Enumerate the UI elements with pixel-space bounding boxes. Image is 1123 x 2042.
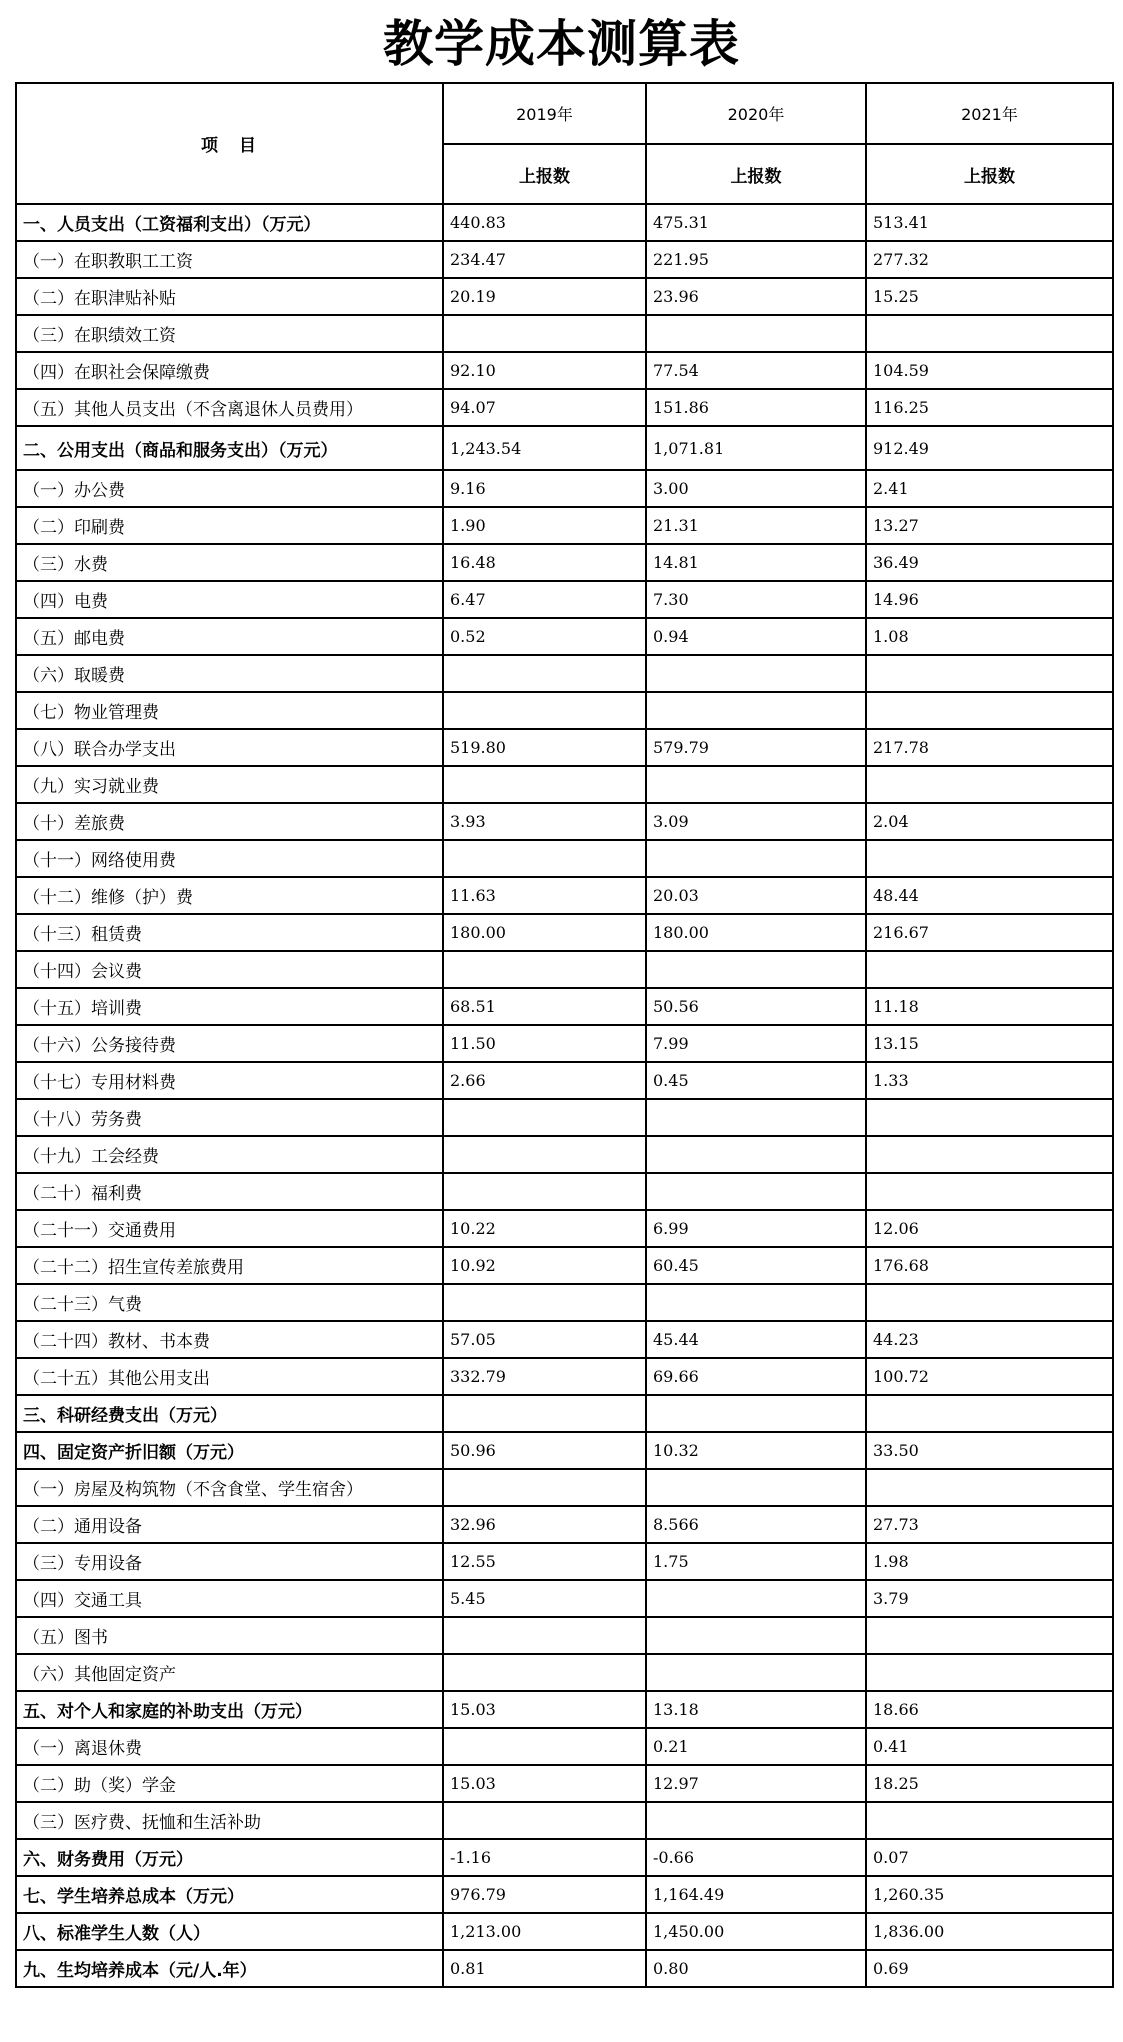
value-cell-2020: 77.54 — [646, 352, 866, 389]
table-row — [16, 618, 1113, 655]
value-cell-2021: 216.67 — [866, 914, 1113, 951]
section-row — [16, 1839, 1113, 1876]
value-cell-2019: 1,243.54 — [443, 426, 646, 470]
row-label: （二十三）气费 — [16, 1284, 443, 1321]
value-cell-2021: 18.25 — [866, 1765, 1113, 1802]
value-cell-2020: 13.18 — [646, 1691, 866, 1728]
table-row — [16, 1617, 1113, 1654]
value-cell-2020: 0.21 — [646, 1728, 866, 1765]
row-label: （三）专用设备 — [16, 1543, 443, 1580]
row-label: （十八）劳务费 — [16, 1099, 443, 1136]
row-label: （十二）维修（护）费 — [16, 877, 443, 914]
table-row — [16, 278, 1113, 315]
table-row — [16, 1358, 1113, 1395]
value-cell-2019: 92.10 — [443, 352, 646, 389]
row-label: （四）交通工具 — [16, 1580, 443, 1617]
value-cell-2021 — [866, 1395, 1113, 1432]
value-cell-2019 — [443, 1728, 646, 1765]
value-cell-2021: 13.15 — [866, 1025, 1113, 1062]
header-reported-2021: 上报数 — [866, 144, 1113, 204]
value-cell-2020 — [646, 1469, 866, 1506]
value-cell-2021 — [866, 1173, 1113, 1210]
row-label: （三）医疗费、抚恤和生活补助 — [16, 1802, 443, 1839]
value-cell-2020: 1,164.49 — [646, 1876, 866, 1913]
value-cell-2019: 1.90 — [443, 507, 646, 544]
table-row — [16, 803, 1113, 840]
table-row — [16, 1802, 1113, 1839]
value-cell-2020 — [646, 1617, 866, 1654]
value-cell-2021 — [866, 655, 1113, 692]
value-cell-2019: 57.05 — [443, 1321, 646, 1358]
row-label: 五、对个人和家庭的补助支出（万元） — [16, 1691, 443, 1728]
table-row — [16, 1173, 1113, 1210]
value-cell-2021: 13.27 — [866, 507, 1113, 544]
row-label: （十四）会议费 — [16, 951, 443, 988]
value-cell-2020: 579.79 — [646, 729, 866, 766]
value-cell-2020: 21.31 — [646, 507, 866, 544]
row-label: （二）在职津贴补贴 — [16, 278, 443, 315]
table-row — [16, 1062, 1113, 1099]
row-label: （一）离退休费 — [16, 1728, 443, 1765]
table-row — [16, 544, 1113, 581]
row-label: （十三）租赁费 — [16, 914, 443, 951]
value-cell-2020: 45.44 — [646, 1321, 866, 1358]
table-row — [16, 581, 1113, 618]
value-cell-2021 — [866, 315, 1113, 352]
table-row — [16, 1284, 1113, 1321]
header-year-2020: 2020年 — [646, 83, 866, 144]
value-cell-2019: 10.92 — [443, 1247, 646, 1284]
value-cell-2021: 11.18 — [866, 988, 1113, 1025]
value-cell-2020 — [646, 1284, 866, 1321]
row-label: 六、财务费用（万元） — [16, 1839, 443, 1876]
value-cell-2020 — [646, 1802, 866, 1839]
value-cell-2020 — [646, 1136, 866, 1173]
value-cell-2021: 33.50 — [866, 1432, 1113, 1469]
value-cell-2019 — [443, 315, 646, 352]
value-cell-2021: 15.25 — [866, 278, 1113, 315]
row-label: （二十）福利费 — [16, 1173, 443, 1210]
value-cell-2019: 50.96 — [443, 1432, 646, 1469]
value-cell-2019: 32.96 — [443, 1506, 646, 1543]
row-label: （二）印刷费 — [16, 507, 443, 544]
value-cell-2020: -0.66 — [646, 1839, 866, 1876]
value-cell-2020: 1,071.81 — [646, 426, 866, 470]
value-cell-2020: 3.09 — [646, 803, 866, 840]
value-cell-2019: 440.83 — [443, 204, 646, 241]
header-reported-2019: 上报数 — [443, 144, 646, 204]
table-row — [16, 951, 1113, 988]
value-cell-2020: 475.31 — [646, 204, 866, 241]
table-row — [16, 470, 1113, 507]
value-cell-2020 — [646, 766, 866, 803]
value-cell-2020 — [646, 315, 866, 352]
value-cell-2019 — [443, 1099, 646, 1136]
value-cell-2021: 0.69 — [866, 1950, 1113, 1987]
value-cell-2019: 20.19 — [443, 278, 646, 315]
value-cell-2021: 36.49 — [866, 544, 1113, 581]
value-cell-2021: 18.66 — [866, 1691, 1113, 1728]
value-cell-2019: 9.16 — [443, 470, 646, 507]
table-row — [16, 766, 1113, 803]
row-label: （二）通用设备 — [16, 1506, 443, 1543]
table-row — [16, 877, 1113, 914]
value-cell-2021: 513.41 — [866, 204, 1113, 241]
value-cell-2020 — [646, 840, 866, 877]
row-label: （二）助（奖）学金 — [16, 1765, 443, 1802]
value-cell-2021: 3.79 — [866, 1580, 1113, 1617]
table-row — [16, 1580, 1113, 1617]
row-label: （二十五）其他公用支出 — [16, 1358, 443, 1395]
value-cell-2020: 3.00 — [646, 470, 866, 507]
table-row — [16, 352, 1113, 389]
value-cell-2019 — [443, 766, 646, 803]
table-row — [16, 988, 1113, 1025]
value-cell-2019 — [443, 1173, 646, 1210]
row-label: （四）电费 — [16, 581, 443, 618]
row-label: （五）邮电费 — [16, 618, 443, 655]
value-cell-2019: 16.48 — [443, 544, 646, 581]
section-row — [16, 204, 1113, 241]
row-label: （十）差旅费 — [16, 803, 443, 840]
value-cell-2019: 15.03 — [443, 1765, 646, 1802]
value-cell-2021: 912.49 — [866, 426, 1113, 470]
row-label: 七、学生培养总成本（万元） — [16, 1876, 443, 1913]
header-year-2021: 2021年 — [866, 83, 1113, 144]
value-cell-2019 — [443, 692, 646, 729]
table-header — [16, 83, 1113, 204]
page-title: 教学成本测算表 — [383, 15, 740, 73]
table-row — [16, 1506, 1113, 1543]
table-row — [16, 1543, 1113, 1580]
row-label: （五）图书 — [16, 1617, 443, 1654]
table-row — [16, 1099, 1113, 1136]
row-label: （六）取暖费 — [16, 655, 443, 692]
value-cell-2021 — [866, 1617, 1113, 1654]
value-cell-2019: 11.50 — [443, 1025, 646, 1062]
value-cell-2020: 221.95 — [646, 241, 866, 278]
row-label: （十九）工会经费 — [16, 1136, 443, 1173]
value-cell-2020: 180.00 — [646, 914, 866, 951]
value-cell-2021 — [866, 840, 1113, 877]
value-cell-2020 — [646, 1580, 866, 1617]
value-cell-2021: 14.96 — [866, 581, 1113, 618]
value-cell-2020: 50.56 — [646, 988, 866, 1025]
table-row — [16, 1210, 1113, 1247]
value-cell-2019: 519.80 — [443, 729, 646, 766]
row-label: 四、固定资产折旧额（万元） — [16, 1432, 443, 1469]
row-label: （一）在职教职工工资 — [16, 241, 443, 278]
table-row — [16, 1469, 1113, 1506]
row-label: （十一）网络使用费 — [16, 840, 443, 877]
value-cell-2020 — [646, 1099, 866, 1136]
value-cell-2019: 94.07 — [443, 389, 646, 426]
value-cell-2021: 1.08 — [866, 618, 1113, 655]
table-row — [16, 507, 1113, 544]
table-row — [16, 914, 1113, 951]
value-cell-2021 — [866, 692, 1113, 729]
value-cell-2021 — [866, 1284, 1113, 1321]
row-label: （十五）培训费 — [16, 988, 443, 1025]
table-body — [16, 204, 1113, 1987]
row-label: 三、科研经费支出（万元） — [16, 1395, 443, 1432]
table-row — [16, 1025, 1113, 1062]
value-cell-2020: 6.99 — [646, 1210, 866, 1247]
value-cell-2020 — [646, 1654, 866, 1691]
row-label: （一）房屋及构筑物（不含食堂、学生宿舍） — [16, 1469, 443, 1506]
value-cell-2019: 332.79 — [443, 1358, 646, 1395]
value-cell-2021 — [866, 1469, 1113, 1506]
row-label: （四）在职社会保障缴费 — [16, 352, 443, 389]
row-label: （二十一）交通费用 — [16, 1210, 443, 1247]
value-cell-2019: 1,213.00 — [443, 1913, 646, 1950]
value-cell-2019: 12.55 — [443, 1543, 646, 1580]
value-cell-2019: 180.00 — [443, 914, 646, 951]
value-cell-2020: 151.86 — [646, 389, 866, 426]
value-cell-2021: 1.33 — [866, 1062, 1113, 1099]
row-label: （二十四）教材、书本费 — [16, 1321, 443, 1358]
row-label: 二、公用支出（商品和服务支出）（万元） — [16, 426, 443, 470]
value-cell-2021: 2.41 — [866, 470, 1113, 507]
value-cell-2021: 217.78 — [866, 729, 1113, 766]
value-cell-2021: 0.07 — [866, 1839, 1113, 1876]
table-row — [16, 1136, 1113, 1173]
value-cell-2019: 0.81 — [443, 1950, 646, 1987]
value-cell-2020: 14.81 — [646, 544, 866, 581]
table-row — [16, 692, 1113, 729]
value-cell-2019 — [443, 1136, 646, 1173]
value-cell-2021: 0.41 — [866, 1728, 1113, 1765]
value-cell-2021 — [866, 1654, 1113, 1691]
value-cell-2019: 234.47 — [443, 241, 646, 278]
value-cell-2021: 104.59 — [866, 352, 1113, 389]
value-cell-2019 — [443, 840, 646, 877]
value-cell-2021: 12.06 — [866, 1210, 1113, 1247]
header-year-2019: 2019年 — [443, 83, 646, 144]
value-cell-2019 — [443, 1802, 646, 1839]
value-cell-2021: 27.73 — [866, 1506, 1113, 1543]
value-cell-2019 — [443, 655, 646, 692]
value-cell-2021: 1,260.35 — [866, 1876, 1113, 1913]
value-cell-2019 — [443, 1654, 646, 1691]
table-row — [16, 389, 1113, 426]
row-label: （十六）公务接待费 — [16, 1025, 443, 1062]
table-row — [16, 1654, 1113, 1691]
value-cell-2021: 116.25 — [866, 389, 1113, 426]
value-cell-2021: 277.32 — [866, 241, 1113, 278]
value-cell-2020 — [646, 951, 866, 988]
section-row — [16, 426, 1113, 470]
value-cell-2019: -1.16 — [443, 1839, 646, 1876]
section-row — [16, 1876, 1113, 1913]
row-label: （一）办公费 — [16, 470, 443, 507]
row-label: （三）水费 — [16, 544, 443, 581]
value-cell-2020: 1,450.00 — [646, 1913, 866, 1950]
value-cell-2019: 10.22 — [443, 1210, 646, 1247]
header-item: 项 目 — [16, 83, 443, 204]
value-cell-2019 — [443, 1284, 646, 1321]
table-row — [16, 840, 1113, 877]
value-cell-2020: 0.45 — [646, 1062, 866, 1099]
row-label: （五）其他人员支出（不含离退休人员费用） — [16, 389, 443, 426]
section-row — [16, 1432, 1113, 1469]
value-cell-2020: 7.30 — [646, 581, 866, 618]
value-cell-2020: 23.96 — [646, 278, 866, 315]
row-label: 八、标准学生人数（人） — [16, 1913, 443, 1950]
value-cell-2021: 1,836.00 — [866, 1913, 1113, 1950]
value-cell-2019 — [443, 1469, 646, 1506]
table-row — [16, 1728, 1113, 1765]
row-label: （八）联合办学支出 — [16, 729, 443, 766]
value-cell-2021: 48.44 — [866, 877, 1113, 914]
section-row — [16, 1950, 1113, 1987]
value-cell-2020: 7.99 — [646, 1025, 866, 1062]
value-cell-2020 — [646, 1173, 866, 1210]
value-cell-2021: 1.98 — [866, 1543, 1113, 1580]
value-cell-2020: 60.45 — [646, 1247, 866, 1284]
section-row — [16, 1691, 1113, 1728]
table-row — [16, 315, 1113, 352]
value-cell-2021: 100.72 — [866, 1358, 1113, 1395]
row-label: （三）在职绩效工资 — [16, 315, 443, 352]
value-cell-2019: 3.93 — [443, 803, 646, 840]
value-cell-2020: 10.32 — [646, 1432, 866, 1469]
row-label: （二十二）招生宣传差旅费用 — [16, 1247, 443, 1284]
row-label: 九、生均培养成本（元/人.年） — [16, 1950, 443, 1987]
table-row — [16, 241, 1113, 278]
value-cell-2020: 0.80 — [646, 1950, 866, 1987]
value-cell-2019: 2.66 — [443, 1062, 646, 1099]
value-cell-2021 — [866, 766, 1113, 803]
value-cell-2021: 176.68 — [866, 1247, 1113, 1284]
value-cell-2020: 69.66 — [646, 1358, 866, 1395]
value-cell-2019: 5.45 — [443, 1580, 646, 1617]
value-cell-2019: 11.63 — [443, 877, 646, 914]
row-label: （六）其他固定资产 — [16, 1654, 443, 1691]
value-cell-2019: 15.03 — [443, 1691, 646, 1728]
value-cell-2019: 6.47 — [443, 581, 646, 618]
value-cell-2021: 2.04 — [866, 803, 1113, 840]
value-cell-2021 — [866, 1136, 1113, 1173]
table-row — [16, 1765, 1113, 1802]
value-cell-2019 — [443, 1395, 646, 1432]
row-label: （七）物业管理费 — [16, 692, 443, 729]
value-cell-2020 — [646, 655, 866, 692]
value-cell-2019 — [443, 1617, 646, 1654]
table-row — [16, 729, 1113, 766]
row-label: （九）实习就业费 — [16, 766, 443, 803]
value-cell-2019 — [443, 951, 646, 988]
value-cell-2019: 976.79 — [443, 1876, 646, 1913]
table-row — [16, 655, 1113, 692]
value-cell-2021 — [866, 1099, 1113, 1136]
value-cell-2021: 44.23 — [866, 1321, 1113, 1358]
value-cell-2020: 0.94 — [646, 618, 866, 655]
table-row — [16, 1247, 1113, 1284]
value-cell-2020: 20.03 — [646, 877, 866, 914]
value-cell-2019: 68.51 — [443, 988, 646, 1025]
table-row — [16, 1321, 1113, 1358]
value-cell-2021 — [866, 1802, 1113, 1839]
value-cell-2020 — [646, 692, 866, 729]
header-reported-2020: 上报数 — [646, 144, 866, 204]
value-cell-2020: 1.75 — [646, 1543, 866, 1580]
value-cell-2019: 0.52 — [443, 618, 646, 655]
section-row — [16, 1395, 1113, 1432]
row-label: （十七）专用材料费 — [16, 1062, 443, 1099]
value-cell-2020 — [646, 1395, 866, 1432]
value-cell-2020: 12.97 — [646, 1765, 866, 1802]
row-label: 一、人员支出（工资福利支出）（万元） — [16, 204, 443, 241]
value-cell-2021 — [866, 951, 1113, 988]
cost-table — [15, 82, 1114, 1988]
value-cell-2020: 8.566 — [646, 1506, 866, 1543]
section-row — [16, 1913, 1113, 1950]
